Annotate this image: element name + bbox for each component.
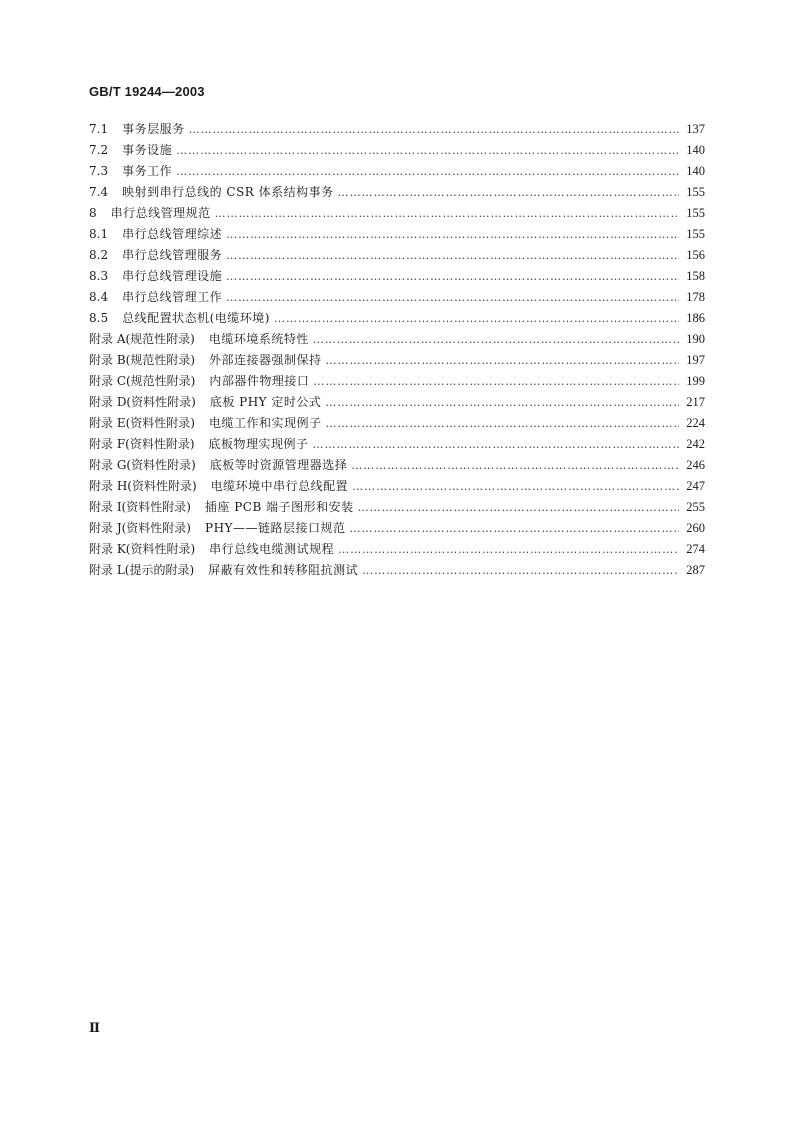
toc-entry-title: 事务工作 [122,164,173,178]
toc-entry-title: 映射到串行总线的 CSR 体系结构事务 [122,185,334,199]
dot-leader [325,392,679,413]
toc-entry-number: 8.3 [89,269,109,283]
toc-entry-title: 电缆环境中串行总线配置 [210,479,349,493]
toc-entry-number: 附录 F(资料性附录) [89,437,195,451]
toc-entry-page: 155 [686,185,705,199]
dot-leader [349,518,679,539]
dot-leader [215,203,679,224]
toc-entry-title: 总线配置状态机(电缆环境) [122,311,270,325]
dot-leader [176,161,679,182]
toc-entry[interactable] [89,518,705,539]
toc-entry-number: 7.4 [89,185,109,199]
toc-entry-title: 底板物理实现例子 [208,437,309,451]
toc-entry-title: 内部器件物理接口 [209,374,310,388]
dot-leader [362,560,679,581]
dot-leader [189,119,679,140]
toc-entry-number: 7.1 [89,122,109,136]
toc-entry[interactable] [89,413,705,434]
toc-entry[interactable] [89,224,705,245]
toc-entry-title: 串行总线电缆测试规程 [209,542,335,556]
toc-entry-title: PHY——链路层接口规范 [205,521,346,535]
dot-leader [313,371,679,392]
toc-entry-page: 140 [686,143,705,157]
dot-leader [226,266,679,287]
toc-entry[interactable] [89,392,705,413]
toc-entry-page: 197 [686,353,705,367]
toc-entry[interactable] [89,161,705,182]
toc-entry-number: 附录 D(资料性附录) [89,395,196,409]
toc-entry-number: 附录 L(提示的附录) [89,563,195,577]
toc-entry-number: 8 [89,206,97,220]
dot-leader [352,476,679,497]
toc-entry-page: 255 [686,500,705,514]
toc-entry-page: 287 [686,563,705,577]
toc-entry[interactable] [89,497,705,518]
toc-entry[interactable] [89,434,705,455]
toc-entry-page: 247 [686,479,705,493]
toc-entry-number: 附录 A(规范性附录) [89,332,195,346]
dot-leader [338,539,679,560]
dot-leader [226,245,679,266]
toc-entry-number: 附录 J(资料性附录) [89,521,191,535]
toc-entry-page: 217 [686,395,705,409]
toc-entry-number: 8.1 [89,227,109,241]
toc-entry-title: 串行总线管理设施 [122,269,223,283]
toc-entry[interactable] [89,140,705,161]
standard-code-header: GB/T 19244—2003 [89,84,205,99]
toc-entry-page: 199 [686,374,705,388]
toc-entry-title: 外部连接器强制保持 [209,353,322,367]
toc-entry-number: 附录 C(规范性附录) [89,374,196,388]
table-of-contents [89,119,705,581]
toc-entry-page: 155 [686,227,705,241]
toc-entry-page: 246 [686,458,705,472]
toc-entry[interactable] [89,182,705,203]
toc-entry-title: 插座 PCB 端子图形和安装 [204,500,354,514]
toc-entry-page: 156 [686,248,705,262]
toc-entry[interactable] [89,287,705,308]
dot-leader [313,434,679,455]
toc-entry-number: 附录 H(资料性附录) [89,479,197,493]
toc-entry-number: 附录 E(资料性附录) [89,416,195,430]
toc-entry-page: 260 [686,521,705,535]
toc-entry-title: 底板 PHY 定时公式 [209,395,322,409]
toc-entry[interactable] [89,560,705,581]
toc-entry-number: 8.4 [89,290,109,304]
dot-leader [326,350,679,371]
toc-entry[interactable] [89,350,705,371]
dot-leader [176,140,679,161]
toc-entry-title: 电缆环境系统特性 [208,332,309,346]
dot-leader [338,182,679,203]
toc-entry[interactable] [89,329,705,350]
toc-entry[interactable] [89,371,705,392]
toc-entry[interactable] [89,203,705,224]
toc-entry-title: 串行总线管理服务 [122,248,223,262]
toc-entry-number: 7.2 [89,143,109,157]
toc-entry[interactable] [89,266,705,287]
toc-entry[interactable] [89,476,705,497]
toc-entry-number: 8.2 [89,248,109,262]
page-number: Ⅱ [89,1020,100,1035]
toc-entry-title: 底板等时资源管理器选择 [209,458,348,472]
dot-leader [313,329,679,350]
toc-entry-title: 串行总线管理综述 [122,227,223,241]
toc-entry-page: 178 [686,290,705,304]
toc-entry[interactable] [89,245,705,266]
toc-entry-page: 224 [686,416,705,430]
dot-leader [325,413,679,434]
toc-entry[interactable] [89,539,705,560]
toc-entry-page: 158 [686,269,705,283]
toc-entry-number: 附录 I(资料性附录) [89,500,191,514]
toc-entry-number: 8.5 [89,311,109,325]
toc-entry-number: 附录 G(资料性附录) [89,458,196,472]
toc-entry-page: 155 [686,206,705,220]
toc-entry-page: 137 [686,122,705,136]
dot-leader [274,308,679,329]
toc-entry-page: 186 [686,311,705,325]
toc-entry-title: 串行总线管理工作 [122,290,223,304]
toc-entry-page: 242 [686,437,705,451]
toc-entry-number: 7.3 [89,164,109,178]
toc-entry-title: 串行总线管理规范 [110,206,211,220]
toc-entry[interactable] [89,455,705,476]
toc-entry-title: 事务设施 [122,143,173,157]
toc-entry[interactable] [89,308,705,329]
toc-entry-title: 事务层服务 [122,122,185,136]
dot-leader [358,497,679,518]
dot-leader [226,224,679,245]
dot-leader [351,455,679,476]
toc-entry-number: 附录 K(资料性附录) [89,542,196,556]
toc-entry-page: 140 [686,164,705,178]
toc-entry-title: 屏蔽有效性和转移阻抗测试 [208,563,359,577]
dot-leader [226,287,679,308]
toc-entry-number: 附录 B(规范性附录) [89,353,195,367]
toc-entry-page: 274 [686,542,705,556]
toc-entry-title: 电缆工作和实现例子 [208,416,322,430]
toc-entry-page: 190 [686,332,705,346]
toc-entry[interactable] [89,119,705,140]
